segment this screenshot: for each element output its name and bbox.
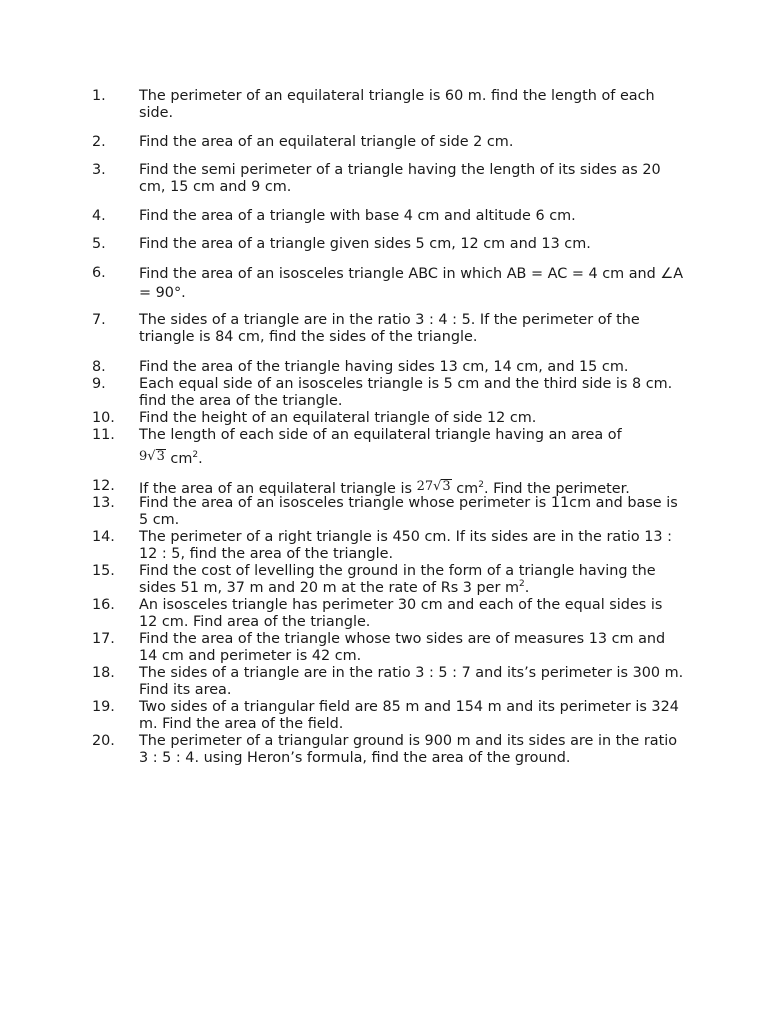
unit-text: cm [451,481,479,497]
question-text: Find the area of an equilateral triangle of side 2 cm. [139,134,514,150]
question-text: The perimeter of an equilateral triangle is 60 m. find the length of each side. [139,88,655,121]
question-text-end: . [198,451,203,467]
question-17 [92,631,692,665]
superscript: 2 [478,480,484,490]
question-number: 12. [92,478,115,494]
question-number: 9. [92,376,106,392]
question-number: 15. [92,563,115,579]
question-text: Find the semi perimeter of a triangle having the length of its sides as 20 cm, 15 cm and 9 cm. [139,162,661,195]
question-text-part: If the area of an equilateral triangle is [139,481,417,497]
radical-sign: √ [147,449,156,464]
question-text-part: Find the cost of levelling the ground in the form of a triangle having the sides 51 m, 37 m and 20 m at the rate of Rs 3 per m [139,563,656,596]
question-text: The sides of a triangle are in the ratio 3 : 4 : 5. If the perimeter of the triangle is 84 cm, find the sides of the triangle. [139,312,640,345]
question-number: 17. [92,631,115,647]
question-number: 3. [92,162,106,178]
unit-text: cm [165,451,193,467]
question-text: The perimeter of a right triangle is 450 cm. If its sides are in the ratio 13 : 12 : 5, find the area of the triangle. [139,529,672,562]
question-text: Find the height of an equilateral triangle of side 12 cm. [139,410,537,426]
math-expression [139,448,166,468]
question-8 [92,359,692,376]
question-4 [92,208,692,225]
radical-sign: √ [433,479,442,494]
question-2 [92,134,692,151]
question-text-end: . Find the perimeter. [483,481,630,497]
question-text [139,563,684,597]
question-15 [92,563,692,597]
question-number: 20. [92,733,115,749]
question-number: 6. [92,265,106,281]
question-18 [92,665,692,699]
question-text: Two sides of a triangular field are 85 m and 154 m and its perimeter is 324 m. Find the area of the field. [139,699,679,732]
question-number: 16. [92,597,115,613]
question-13 [92,495,692,529]
question-number: 1. [92,88,106,104]
question-number: 2. [92,134,106,150]
question-text: Each equal side of an isosceles triangle is 5 cm and the third side is 8 cm. find the area of the triangle. [139,376,673,409]
question-7 [92,312,692,346]
question-text: An isosceles triangle has perimeter 30 cm and each of the equal sides is 12 cm. Find area of the triangle. [139,597,663,630]
question-16 [92,597,692,631]
math-radicand: 3 [442,479,451,494]
question-number: 19. [92,699,115,715]
superscript: 2 [519,579,525,589]
question-text-part: The length of each side of an equilateral triangle having an area of [139,427,622,443]
question-text: Find the area of a triangle with base 4 cm and altitude 6 cm. [139,208,576,224]
question-5 [92,236,692,253]
question-text-end: . [524,580,530,596]
question-11 [92,427,692,468]
question-14 [92,529,692,563]
question-number: 5. [92,236,106,252]
math-coefficient: 9 [139,449,148,464]
question-text: The sides of a triangle are in the ratio 3 : 5 : 7 and its’s perimeter is 300 m. Find its area. [139,665,684,698]
question-6 [92,265,692,303]
question-text [139,427,684,468]
question-number: 10. [92,410,115,426]
superscript: 2 [192,450,199,460]
question-text: Find the area of an isosceles triangle whose perimeter is 11cm and base is 5 cm. [139,495,678,528]
question-1 [92,88,692,122]
question-19 [92,699,692,733]
question-20 [92,733,692,767]
question-number: 18. [92,665,115,681]
question-text: Find the area of the triangle whose two sides are of measures 13 cm and 14 cm and perimeter is 42 cm. [139,631,666,664]
question-number: 11. [92,427,115,443]
question-9 [92,376,692,410]
question-number: 13. [92,495,115,511]
question-3 [92,162,692,196]
math-radicand: 3 [156,449,165,464]
question-number: 14. [92,529,115,545]
question-text: Find the area of a triangle given sides 5 cm, 12 cm and 13 cm. [139,236,591,252]
question-text: The perimeter of a triangular ground is 900 m and its sides are in the ratio 3 : 5 : 4. using Heron’s formula, find the area of the ground. [139,733,678,766]
question-number: 4. [92,208,106,224]
question-number: 7. [92,312,106,328]
question-number: 8. [92,359,106,375]
question-text: Find the area of the triangle having sides 13 cm, 14 cm, and 15 cm. [139,359,629,375]
question-10 [92,410,692,427]
question-text: Find the area of an isosceles triangle ABC in which AB = AC = 4 cm and ∠A = 90°. [139,266,684,301]
math-coefficient: 27 [416,479,434,494]
